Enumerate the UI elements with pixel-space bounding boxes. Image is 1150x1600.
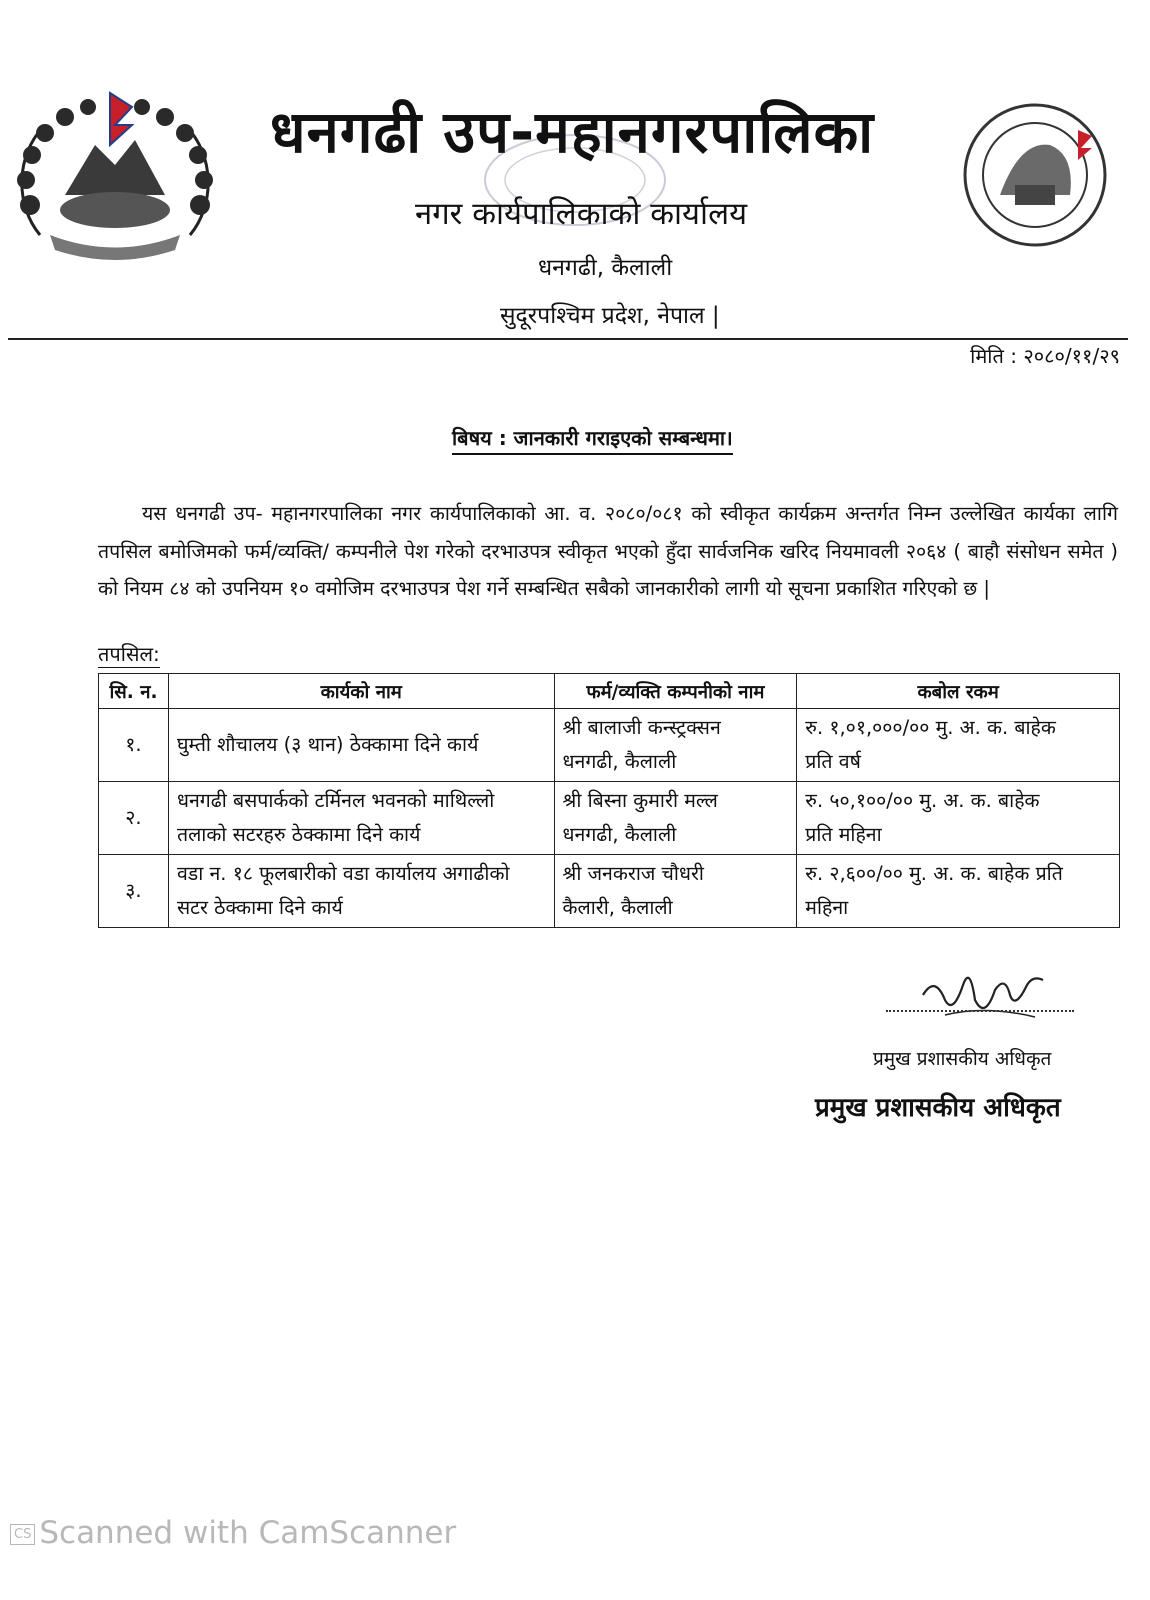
office-title: धनगढी उप-महानगरपालिका [270, 98, 875, 166]
header-amount: कबोल रकम [797, 674, 1120, 709]
letter-date: मिति : २०८०/११/२९ [970, 344, 1120, 368]
row-firm [554, 709, 797, 782]
table-header-row [99, 674, 1120, 709]
letter-body: यस धनगढी उप- महानगरपालिका नगर कार्यपालिकाको आ. व. २०८०/०८१ को स्वीकृत कार्यक्रम अन्तर्गत निम्न उल्लेखित कार्यका लागि तपसिल बमोजिमको फर्म/व्यक्ति/ कम्पनीले पेश गरेको दरभाउपत्र स्वीकृत भएको हुँदा सार्वजनिक खरिद नियमावली २०६४ ( बाहौ संसोधन समेत ) को नियम ८४ को उपनियम १० वमोजिम दरभाउपत्र पेश गर्ने सम्बन्धित सबैको जानकारीको लागी यो सूचना प्रकाशित गरिएको छ | [98, 502, 1118, 600]
signer-stamp: प्रमुख प्रशासकीय अधिकृत [815, 1093, 1061, 1123]
office-subtitle: नगर कार्यपालिकाको कार्यालय [415, 196, 748, 232]
firm-address: धनगढी, कैलाली [562, 750, 677, 773]
amount-value: रु. ५०,१००/०० मु. अ. क. बाहेक [805, 789, 1040, 812]
firm-address: कैलारी, कैलाली [562, 896, 673, 919]
row-amount [797, 855, 1120, 928]
firm-name: श्री जनकराज चौधरी [562, 862, 704, 885]
letter-subject: बिषय : जानकारी गराइएको सम्बन्धमा। [452, 424, 733, 455]
table-row [99, 855, 1120, 928]
signer-title: प्रमुख प्रशासकीय अधिकृत [873, 1048, 1052, 1070]
nepal-emblem-icon [10, 85, 220, 270]
row-amount [797, 782, 1120, 855]
firm-name: श्री बालाजी कन्स्ट्रक्सन [562, 716, 721, 739]
row-work: वडा न. १८ फूलबारीको वडा कार्यालय अगाढीको सटर ठेक्कामा दिने कार्य [168, 855, 554, 928]
camscanner-watermark [10, 1515, 456, 1551]
schedule-label: तपसिल: [98, 642, 160, 666]
firm-name: श्री बिस्ना कुमारी मल्ल [562, 789, 718, 812]
row-work: घुम्ती शौचालय (३ थान) ठेक्कामा दिने कार्य [168, 709, 554, 782]
office-province: सुदूरपश्चिम प्रदेश, नेपाल | [500, 303, 720, 329]
camscanner-badge: CS [10, 1524, 35, 1545]
watermark-text: Scanned with CamScanner [39, 1515, 457, 1551]
amount-period: महिना [805, 896, 849, 919]
row-firm [554, 855, 797, 928]
table-row [99, 782, 1120, 855]
row-serial: २. [99, 782, 169, 855]
amount-value: रु. २,६००/०० मु. अ. क. बाहेक प्रति [805, 862, 1063, 885]
header-serial: सि. न. [99, 674, 169, 709]
table-row [99, 709, 1120, 782]
contract-table [98, 673, 1120, 928]
amount-period: प्रति वर्ष [805, 750, 861, 773]
firm-address: धनगढी, कैलाली [562, 823, 677, 846]
row-firm [554, 782, 797, 855]
header-firm: फर्म/व्यक्ति कम्पनीको नाम [554, 674, 797, 709]
amount-value: रु. १,०१,०००/०० मु. अ. क. बाहेक [805, 716, 1056, 739]
office-location: धनगढी, कैलाली [538, 255, 673, 281]
row-serial: १. [99, 709, 169, 782]
amount-period: प्रति महिना [805, 823, 882, 846]
header-work: कार्यको नाम [168, 674, 554, 709]
header-divider [8, 338, 1128, 340]
row-serial: ३. [99, 855, 169, 928]
municipal-seal-icon [960, 100, 1110, 250]
signature-scribble-icon [915, 955, 1055, 1035]
row-amount [797, 709, 1120, 782]
signature-line [886, 1010, 1074, 1012]
row-work: धनगढी बसपार्कको टर्मिनल भवनको माथिल्लो तलाको सटरहरु ठेक्कामा दिने कार्य [168, 782, 554, 855]
